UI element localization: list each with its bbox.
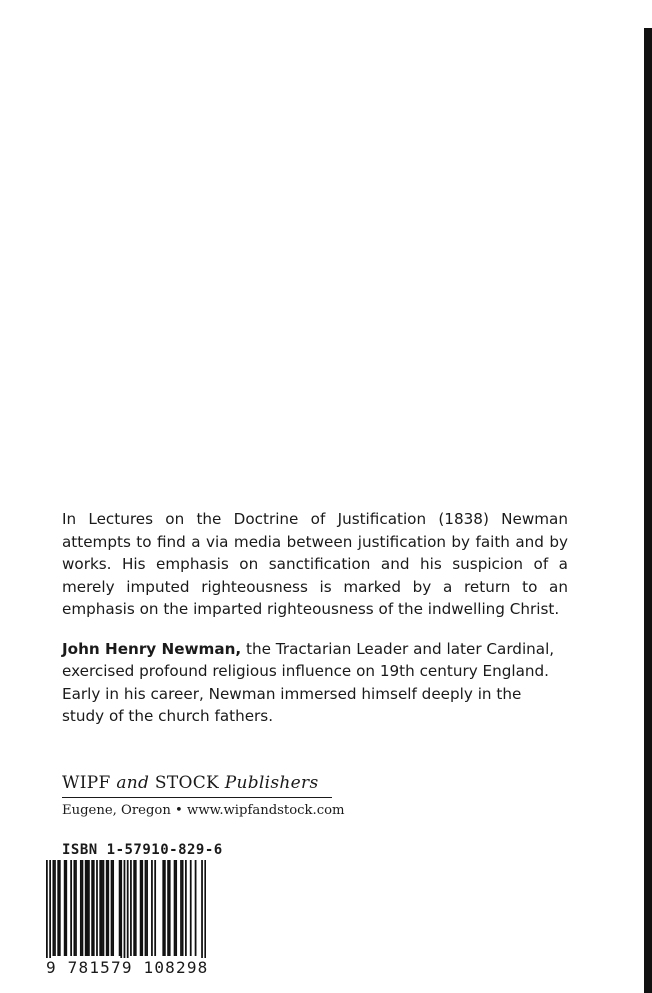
isbn-barcode [46, 860, 206, 964]
barcode-bar [164, 860, 166, 956]
barcode-bar [190, 860, 192, 956]
barcode-bar [85, 860, 87, 956]
barcode-bar [133, 860, 135, 956]
publisher-location: Eugene, Oregon [62, 803, 171, 818]
isbn-label: ISBN 1-57910-829-6 [62, 842, 223, 858]
publisher-website: www.wipfandstock.com [187, 803, 345, 818]
barcode-bar [99, 860, 101, 956]
barcode-bar [135, 860, 137, 956]
bullet-separator: • [175, 803, 183, 818]
barcode-bar [119, 860, 121, 956]
barcode-bar [162, 860, 164, 956]
barcode-bar [59, 860, 61, 956]
barcode-bar [57, 860, 59, 956]
barcode-bar [64, 860, 66, 956]
barcode-bar [73, 860, 75, 956]
barcode-bar [185, 860, 187, 956]
barcode-bar [52, 860, 54, 956]
barcode-bar [46, 860, 48, 964]
blurb-paragraph-author-bio [62, 638, 568, 728]
barcode-bar [154, 860, 156, 956]
barcode-bar [167, 860, 169, 956]
barcode-bar [124, 860, 126, 964]
barcode-bar [82, 860, 84, 956]
barcode-bar [80, 860, 82, 956]
barcode-bar [75, 860, 77, 956]
barcode-bar [93, 860, 95, 956]
barcode-bar [140, 860, 142, 956]
barcode-bar [111, 860, 113, 956]
barcode-bar [49, 860, 51, 964]
barcode-bar [91, 860, 93, 956]
barcode-bar [127, 860, 129, 964]
barcode-bar [120, 860, 122, 964]
barcode-bar [195, 860, 197, 956]
barcode-bar [106, 860, 108, 956]
barcode-bar [201, 860, 203, 964]
barcode-bar [145, 860, 147, 956]
publisher-name-wipf: WIPF [62, 773, 117, 793]
barcode-bar [174, 860, 176, 956]
barcode-bar [88, 860, 90, 956]
publisher-name-stock: STOCK [149, 773, 225, 793]
barcode-bar [182, 860, 184, 956]
barcode-bar [65, 860, 67, 956]
barcode-bar [151, 860, 153, 956]
barcode-bar [101, 860, 103, 956]
barcode-bar [112, 860, 114, 956]
back-cover-blurb [62, 508, 568, 728]
barcode-bar [86, 860, 88, 956]
barcode-bar [107, 860, 109, 956]
publisher-name-and: and [116, 773, 150, 793]
author-name: John Henry Newman, [62, 639, 242, 658]
barcode-bar [146, 860, 148, 956]
author-bio-text: the Tractarian Leader and later Cardinal, exercised profound religious influence on 19th century England. Early in his career, Newman immersed himself deeply in the study of the church fathers. [62, 639, 555, 725]
barcode-bar [103, 860, 105, 956]
barcode-bar [175, 860, 177, 956]
barcode-bar [204, 860, 206, 964]
publisher-name-publishers: Publishers [224, 773, 319, 793]
barcode-bar [54, 860, 56, 956]
barcode-bar [70, 860, 72, 956]
publisher-location-line [62, 803, 345, 818]
spine-edge [644, 28, 652, 993]
publisher-block [62, 772, 345, 818]
barcode-digits: 9 781579 108298 [46, 958, 209, 977]
barcode-bar [130, 860, 132, 956]
barcode-bar [180, 860, 182, 956]
blurb-paragraph-description: In Lectures on the Doctrine of Justification (1838) Newman attempts to find a via media between justification by faith and by works. His emphasis on sanctification and his suspicion of a merely imputed righteousness is marked by a return to an emphasis on the imparted righteousness of the indwelling Christ. [62, 510, 568, 618]
barcode-bar [96, 860, 98, 956]
publisher-name [62, 772, 332, 798]
barcode-bar [141, 860, 143, 956]
barcode-bar [169, 860, 171, 956]
